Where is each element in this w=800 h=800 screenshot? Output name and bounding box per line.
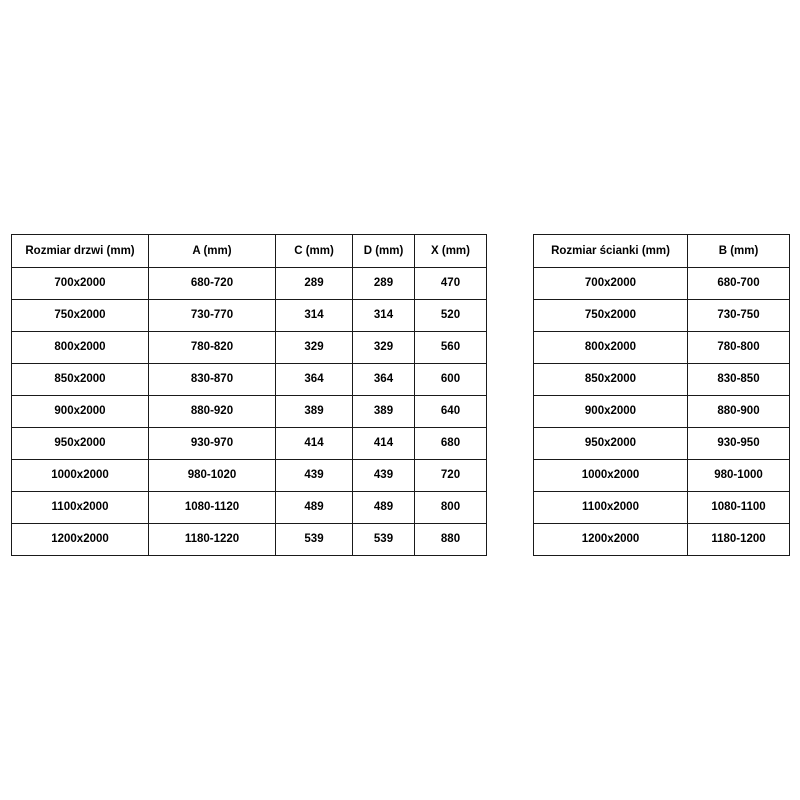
table-cell: 750x2000 <box>534 300 688 332</box>
table-cell: 539 <box>353 524 415 556</box>
table-cell: 364 <box>276 364 353 396</box>
table-cell: 1080-1100 <box>688 492 790 524</box>
table-row <box>534 300 790 332</box>
table-row <box>12 268 487 300</box>
table-cell: 830-850 <box>688 364 790 396</box>
column-header-x: X (mm) <box>415 235 487 268</box>
table-row <box>12 364 487 396</box>
table-cell: 680-700 <box>688 268 790 300</box>
table-cell: 489 <box>353 492 415 524</box>
table-cell: 930-970 <box>149 428 276 460</box>
table-cell: 314 <box>353 300 415 332</box>
table-cell: 289 <box>353 268 415 300</box>
table-cell: 414 <box>276 428 353 460</box>
table-row <box>534 332 790 364</box>
walls-dimensions-table <box>533 234 790 556</box>
table-cell: 539 <box>276 524 353 556</box>
table-cell: 560 <box>415 332 487 364</box>
column-header-wall-size: Rozmiar ścianki (mm) <box>534 235 688 268</box>
table-row <box>12 428 487 460</box>
table-cell: 1180-1220 <box>149 524 276 556</box>
table-row <box>12 300 487 332</box>
table-cell: 880 <box>415 524 487 556</box>
table-cell: 780-820 <box>149 332 276 364</box>
table-cell: 900x2000 <box>534 396 688 428</box>
walls-table-body <box>534 268 790 556</box>
table-cell: 489 <box>276 492 353 524</box>
table-row <box>534 492 790 524</box>
table-cell: 439 <box>276 460 353 492</box>
table-cell: 950x2000 <box>534 428 688 460</box>
table-row <box>534 364 790 396</box>
column-header-d: D (mm) <box>353 235 415 268</box>
table-cell: 880-900 <box>688 396 790 428</box>
table-row <box>12 460 487 492</box>
table-cell: 980-1020 <box>149 460 276 492</box>
table-cell: 289 <box>276 268 353 300</box>
column-header-a: A (mm) <box>149 235 276 268</box>
table-row <box>534 460 790 492</box>
table-cell: 329 <box>276 332 353 364</box>
table-cell: 830-870 <box>149 364 276 396</box>
table-cell: 414 <box>353 428 415 460</box>
table-cell: 900x2000 <box>12 396 149 428</box>
table-cell: 680 <box>415 428 487 460</box>
table-cell: 780-800 <box>688 332 790 364</box>
table-cell: 1180-1200 <box>688 524 790 556</box>
table-cell: 720 <box>415 460 487 492</box>
doors-table-header <box>12 235 487 268</box>
table-cell: 750x2000 <box>12 300 149 332</box>
table-cell: 1200x2000 <box>12 524 149 556</box>
table-row <box>534 428 790 460</box>
table-cell: 520 <box>415 300 487 332</box>
table-cell: 1080-1120 <box>149 492 276 524</box>
table-cell: 1000x2000 <box>534 460 688 492</box>
table-cell: 470 <box>415 268 487 300</box>
table-cell: 950x2000 <box>12 428 149 460</box>
table-cell: 930-950 <box>688 428 790 460</box>
table-cell: 800x2000 <box>12 332 149 364</box>
table-cell: 800x2000 <box>534 332 688 364</box>
table-row <box>12 524 487 556</box>
table-cell: 730-770 <box>149 300 276 332</box>
table-cell: 700x2000 <box>12 268 149 300</box>
table-cell: 389 <box>276 396 353 428</box>
doors-dimensions-table <box>11 234 487 556</box>
table-cell: 880-920 <box>149 396 276 428</box>
table-cell: 640 <box>415 396 487 428</box>
table-cell: 1000x2000 <box>12 460 149 492</box>
table-cell: 364 <box>353 364 415 396</box>
column-header-door-size: Rozmiar drzwi (mm) <box>12 235 149 268</box>
doors-dimensions-table-container <box>11 234 487 556</box>
column-header-c: C (mm) <box>276 235 353 268</box>
table-cell: 1100x2000 <box>12 492 149 524</box>
table-row <box>12 396 487 428</box>
table-cell: 389 <box>353 396 415 428</box>
table-cell: 600 <box>415 364 487 396</box>
table-cell: 1100x2000 <box>534 492 688 524</box>
table-row <box>12 492 487 524</box>
table-cell: 850x2000 <box>12 364 149 396</box>
table-header-row <box>12 235 487 268</box>
table-cell: 850x2000 <box>534 364 688 396</box>
table-row <box>534 268 790 300</box>
table-header-row <box>534 235 790 268</box>
walls-dimensions-table-container <box>533 234 790 556</box>
table-cell: 1200x2000 <box>534 524 688 556</box>
table-cell: 700x2000 <box>534 268 688 300</box>
table-cell: 314 <box>276 300 353 332</box>
table-row <box>534 396 790 428</box>
table-cell: 800 <box>415 492 487 524</box>
table-cell: 730-750 <box>688 300 790 332</box>
table-row <box>12 332 487 364</box>
table-cell: 329 <box>353 332 415 364</box>
table-cell: 980-1000 <box>688 460 790 492</box>
table-cell: 680-720 <box>149 268 276 300</box>
walls-table-header <box>534 235 790 268</box>
doors-table-body <box>12 268 487 556</box>
column-header-b: B (mm) <box>688 235 790 268</box>
table-row <box>534 524 790 556</box>
table-cell: 439 <box>353 460 415 492</box>
